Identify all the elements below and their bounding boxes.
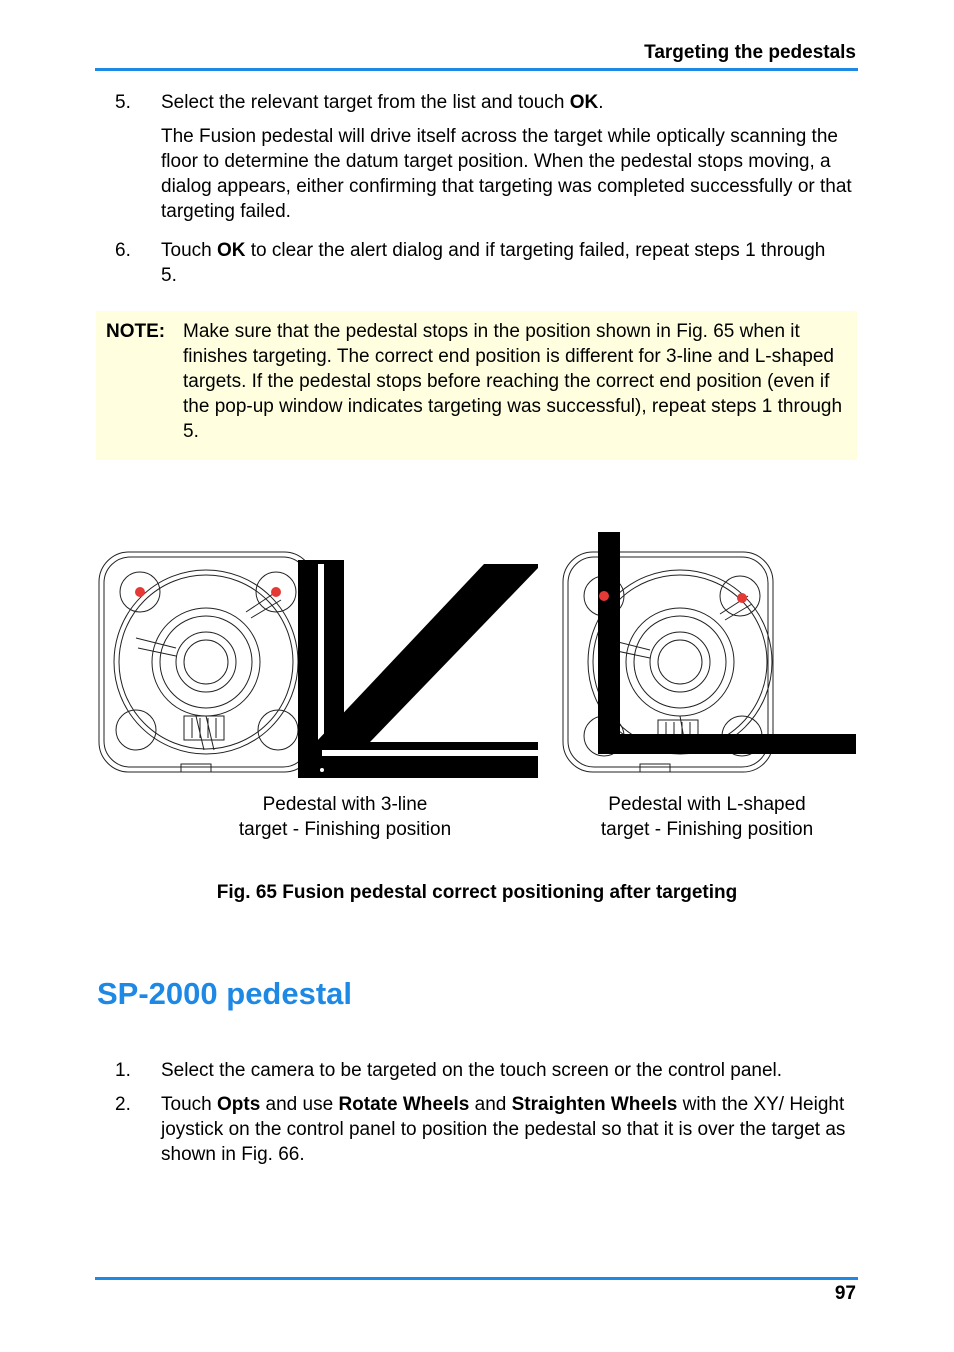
page-number: 97	[834, 1283, 856, 1304]
right-marker-dot-1	[599, 591, 609, 601]
left-marker-dot-1	[135, 587, 145, 597]
right-marker-dot-2	[737, 593, 747, 603]
note-label: NOTE:	[106, 321, 166, 342]
sp-step-2-text: Touch Opts and use Rotate Wheels and Straighten Wheels with the XY/ Height joystick on the control panel to position the pedestal so that it is over the target as shown in Fig. 66.	[161, 1094, 846, 1165]
pedestal-3-line-illustration	[96, 530, 541, 780]
step-5-paragraph: The Fusion pedestal will drive itself across the target while optically scanning the floor to determine the datum target position. When the pedestal stops moving, a dialog appears, either confirming that targeting was completed successfully or that targeting failed.	[161, 126, 852, 222]
header-rule	[95, 68, 858, 71]
figure-title: Fig. 65 Fusion pedestal correct positioning after targeting	[216, 882, 738, 903]
step-5-number: 5.	[115, 92, 131, 113]
sp-step-2-number: 2.	[115, 1094, 131, 1115]
note-text: Make sure that the pedestal stops in the position shown in Fig. 65 when it finishes targeting. The correct end position is different for 3-line and L-shaped targets. If the pedestal stops before reaching the correct end position (even if the pop-up window indicates targeting was successful), repeat steps 1 through 5.	[183, 321, 843, 442]
sp-step-1-text: Select the camera to be targeted on the touch screen or the control panel.	[161, 1060, 783, 1081]
left-marker-dot-2	[271, 587, 281, 597]
step-6-text: Touch OK to clear the alert dialog and if targeting failed, repeat steps 1 through 5.	[161, 240, 826, 286]
left-figure-caption: Pedestal with 3-line target - Finishing position	[238, 794, 452, 840]
section-heading: SP-2000 pedestal	[97, 976, 353, 1011]
sp-step-1-number: 1.	[115, 1060, 131, 1081]
right-figure-caption: Pedestal with L-shaped target - Finishing position	[600, 794, 814, 840]
running-header: Targeting the pedestals	[644, 42, 856, 63]
step-5-text: Select the relevant target from the list and touch OK.	[161, 92, 604, 113]
step-6-number: 6.	[115, 240, 131, 261]
pedestal-l-shaped-illustration	[560, 530, 860, 780]
footer-rule	[95, 1277, 858, 1280]
